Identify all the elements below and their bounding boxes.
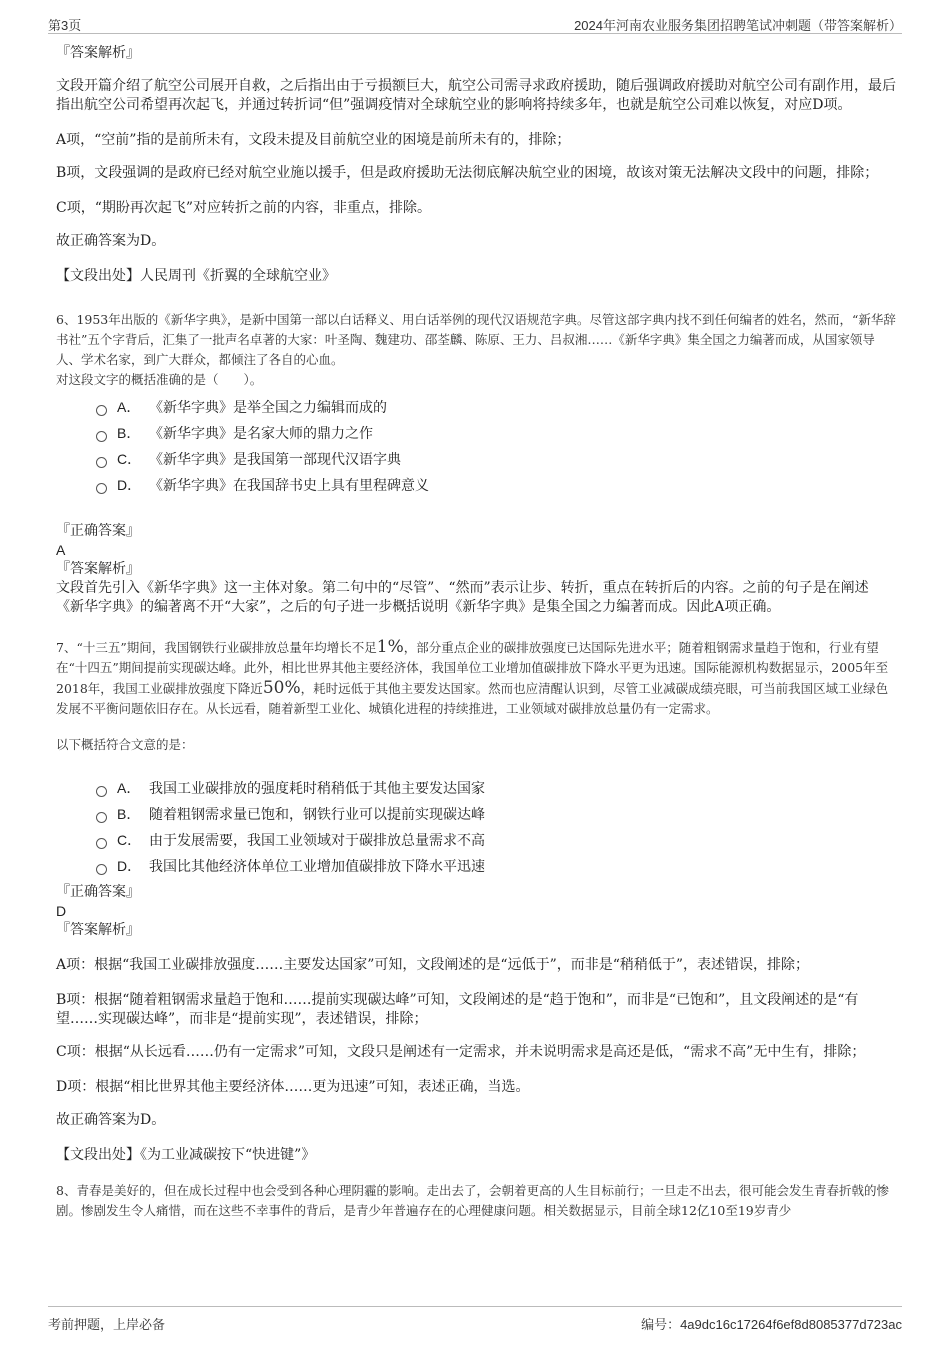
option-d[interactable]: D． 我国比其他经济体单位工业增加值碳排放下降水平迅速	[96, 853, 896, 879]
option-c[interactable]: C． 《新华字典》是我国第一部现代汉语字典	[96, 446, 896, 472]
analysis-label: 『答案解析』	[56, 561, 140, 577]
option-text: 随着粗钢需求量已饱和，钢铁行业可以提前实现碳达峰	[149, 807, 485, 823]
analysis-paragraph: B项，文段强调的是政府已经对航空业施以援手，但是政府援助无法彻底解决航空业的困境，故该对策无法解决文段中的问题，排除；	[56, 165, 879, 181]
question-ask: 以下概括符合文意的是：	[56, 737, 194, 752]
radio-button-icon[interactable]	[96, 864, 107, 875]
correct-answer: D	[56, 903, 67, 919]
option-b[interactable]: B． 随着粗钢需求量已饱和，钢铁行业可以提前实现碳达峰	[96, 801, 896, 827]
correct-answer-label: 『正确答案』	[56, 523, 140, 539]
option-a[interactable]: A． 《新华字典》是举全国之力编辑而成的	[96, 394, 896, 420]
analysis-label: 『答案解析』	[56, 45, 140, 61]
document-body	[56, 44, 896, 1221]
page-number: 第3页	[48, 18, 82, 33]
radio-button-icon[interactable]	[96, 483, 107, 494]
option-text: 《新华字典》是我国第一部现代汉语字典	[149, 452, 401, 468]
option-text: 我国工业碳排放的强度耗时稍稍低于其他主要发达国家	[149, 781, 485, 797]
option-text: 我国比其他经济体单位工业增加值碳排放下降水平迅速	[149, 859, 485, 875]
option-d[interactable]: D． 《新华字典》在我国辞书史上具有里程碑意义	[96, 472, 896, 498]
option-list	[96, 775, 896, 879]
analysis-paragraph: 文段首先引入《新华字典》这一主体对象。第二句中的“尽管”、“然而”表示让步、转折，重点在转折后的内容。之前的句子是在阐述《新华字典》的编著离不开“大家”，之后的句子进一步概括说明《新华字典》是集全国之力编著而成。因此A项正确。	[56, 580, 869, 615]
analysis-label: 『答案解析』	[56, 922, 140, 938]
document-title: 2024年河南农业服务集团招聘笔试冲刺题（带答案解析）	[574, 18, 902, 33]
option-list	[96, 394, 896, 498]
radio-button-icon[interactable]	[96, 431, 107, 442]
analysis-paragraph: A项，“空前”指的是前所未有，文段未提及目前航空业的困境是前所未有的，排除；	[56, 132, 571, 148]
page-header	[48, 11, 902, 34]
radio-button-icon[interactable]	[96, 812, 107, 823]
page-footer	[48, 1306, 902, 1331]
option-c[interactable]: C． 由于发展需要，我国工业领域对于碳排放总量需求不高	[96, 827, 896, 853]
correct-answer: A	[56, 542, 66, 558]
analysis-paragraph: C项，“期盼再次起飞”对应转折之前的内容，非重点，排除。	[56, 200, 432, 216]
radio-button-icon[interactable]	[96, 786, 107, 797]
percentage-value: 1%	[376, 637, 404, 657]
source-citation: 【文段出处】人民周刊《折翼的全球航空业》	[56, 268, 336, 284]
percentage-value: 50%	[262, 678, 301, 698]
analysis-paragraph: A项：根据“我国工业碳排放强度……主要发达国家”可知，文段阐述的是“远低于”，而非是“稍稍低于”，表述错误，排除；	[56, 957, 810, 973]
footer-slogan: 考前押题，上岸必备	[48, 1317, 166, 1332]
source-citation: 【文段出处】《为工业减碳按下“快进键”》	[56, 1147, 316, 1163]
final-answer: 故正确答案为D。	[56, 1112, 166, 1128]
radio-button-icon[interactable]	[96, 405, 107, 416]
option-text: 《新华字典》是名家大师的鼎力之作	[149, 426, 373, 442]
question-ask: 对这段文字的概括准确的是（ ）。	[56, 372, 263, 387]
option-b[interactable]: B． 《新华字典》是名家大师的鼎力之作	[96, 420, 896, 446]
analysis-paragraph: D项：根据“相比世界其他主要经济体……更为迅速”可知，表述正确，当选。	[56, 1079, 530, 1095]
radio-button-icon[interactable]	[96, 457, 107, 468]
analysis-paragraph: 文段开篇介绍了航空公司展开自救，之后指出由于亏损额巨大，航空公司需寻求政府援助，随后强调政府援助对航空公司有副作用，最后指出航空公司希望再次起飞，并通过转折词“但”强调疫情对全球航空业的影响将持续多年，也就是航空公司难以恢复，对应D项。	[56, 78, 896, 113]
option-text: 《新华字典》在我国辞书史上具有里程碑意义	[149, 478, 429, 494]
correct-answer-label: 『正确答案』	[56, 884, 140, 900]
question-stem: 8、青春是美好的，但在成长过程中也会受到各种心理阴霾的影响。走出去了，会朝着更高的人生目标前行；一旦走不出去，很可能会发生青春折戟的惨剧。惨剧发生令人痛惜，而在这些不幸事件的背后，是青少年普遍存在的心理健康问题。相关数据显示，目前全球12亿10至19岁青少	[56, 1183, 889, 1218]
option-text: 由于发展需要，我国工业领域对于碳排放总量需求不高	[149, 833, 485, 849]
document-id: 编号：4a9dc16c17264f6ef8d8085377d723ac	[641, 1317, 902, 1332]
question-stem: 6、1953年出版的《新华字典》，是新中国第一部以白话释义、用白话举例的现代汉语规范字典。尽管这部字典内找不到任何编者的姓名，然而，“新华辞书社”五个字背后，汇集了一批声名卓著的大家：叶圣陶、魏建功、邵荃麟、陈原、王力、吕叔湘……《新华字典》集全国之力编著而成，从国家领导人、学术名家，到广大群众，都倾注了各自的心血。	[56, 312, 896, 367]
question-stem: 7、“十三五”期间，我国钢铁行业碳排放总量年均增长不足1%，部分重点企业的碳排放强度已达国际先进水平；随着粗钢需求量趋于饱和，行业有望在“十四五”期间提前实现碳达峰。此外，相比世界其他主要经济体，我国单位工业增加值碳排放下降水平更为迅速。国际能源机构数据显示，2005年至2018年，我国工业碳排放强度下降近50%，耗时远低于其他主要发达国家。然而也应清醒认识到，尽管工业减碳成绩亮眼，可当前我国区域工业绿色发展不平衡问题依旧存在。从长远看，随着新型工业化、城镇化进程的持续推进，工业领域对碳排放总量仍有一定需求。	[56, 637, 889, 716]
radio-button-icon[interactable]	[96, 838, 107, 849]
analysis-paragraph: B项：根据“随着粗钢需求量趋于饱和……提前实现碳达峰”可知，文段阐述的是“趋于饱和”，而非是“已饱和”，且文段阐述的是“有望……实现碳达峰”，而非是“提前实现”，表述错误，排除；	[56, 992, 859, 1027]
option-text: 《新华字典》是举全国之力编辑而成的	[149, 400, 387, 416]
option-a[interactable]: A． 我国工业碳排放的强度耗时稍稍低于其他主要发达国家	[96, 775, 896, 801]
analysis-paragraph: C项：根据“从长远看……仍有一定需求”可知，文段只是阐述有一定需求，并未说明需求是高还是低，“需求不高”无中生有，排除；	[56, 1044, 866, 1060]
final-answer: 故正确答案为D。	[56, 233, 166, 249]
